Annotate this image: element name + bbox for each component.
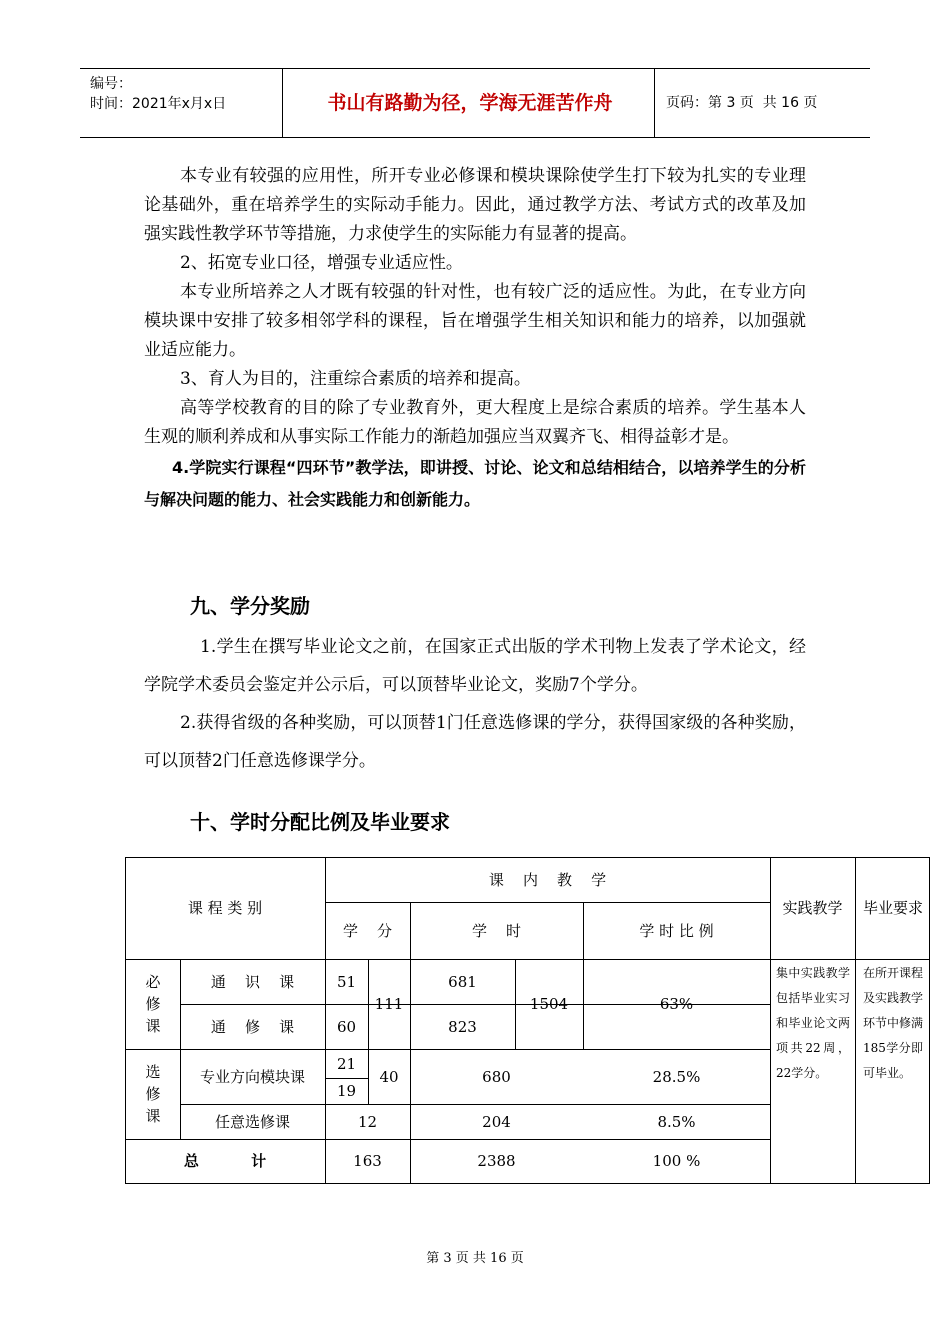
- course-type-header: 课 程 类 别: [187, 899, 263, 917]
- ratio-header: 学 时 比 例: [639, 921, 714, 940]
- row-any-elective-ratio: 8.5%: [657, 1112, 696, 1131]
- row-any-elective-name: 任意选修课: [214, 1112, 290, 1131]
- body-paragraphs: [144, 162, 806, 516]
- row-total-hours: 2388: [477, 1152, 516, 1170]
- row-module-ratio: 28.5%: [652, 1067, 701, 1086]
- row-general-name: 通 识 课: [210, 972, 295, 991]
- row-module-credit-total: 40: [379, 1067, 399, 1086]
- section-9-title: 九、学分奖励: [190, 594, 310, 618]
- row-module-name: 专业方向模块课: [199, 1067, 305, 1086]
- practice-header: 实践教学: [782, 899, 843, 917]
- section-10-title: 十、学时分配比例及毕业要求: [190, 810, 450, 834]
- doc-number-label: 编号：: [90, 76, 132, 92]
- in-class-header: 课 内 教 学: [488, 870, 607, 889]
- paragraph-point-3: 3、育人为目的，注重综合素质的培养和提高。: [180, 369, 531, 389]
- row-module-credit-a: 21: [336, 1054, 357, 1073]
- required-ratio: 63%: [659, 995, 694, 1013]
- graduation-header: 毕业要求: [863, 899, 924, 917]
- row-total-credit: 163: [353, 1152, 382, 1170]
- credit-header: 学 分: [342, 921, 393, 940]
- paragraph-point-2: 2、拓宽专业口径，增强专业适应性。: [180, 253, 463, 273]
- reward-item-1: 1.学生在撰写毕业论文之前，在国家正式出版的学术刊物上发表了学术论文，经学院学术委员会鉴定并公示后，可以顶替毕业论文，奖励7个学分。: [144, 637, 806, 695]
- paragraph-quality: 高等学校教育的目的除了专业教育外，更大程度上是综合素质的培养。学生基本人生观的顺利养成和从事实际工作能力的渐趋加强应当双翼齐飞、相得益彰才是。: [144, 398, 806, 447]
- row-general-req-name: 通 修 课: [210, 1017, 295, 1036]
- row-general-hours: 681: [448, 972, 477, 991]
- page-header: [80, 68, 870, 138]
- row-total-ratio: 100 %: [652, 1152, 701, 1170]
- row-any-elective-credit: 12: [357, 1112, 378, 1131]
- required-hours-total: 1504: [529, 995, 569, 1013]
- paragraph-adaptability: 本专业所培养之人才既有较强的针对性，也有较广泛的适应性。为此，在专业方向模块课中安排了较多相邻学科的课程，旨在增强学生相关知识和能力的培养，以加强就业适应能力。: [144, 282, 806, 360]
- elective-group-label: 选修课: [145, 1063, 161, 1125]
- header-motto: 书山有路勤为径，学海无涯苦作舟: [327, 92, 613, 114]
- header-page-info: 页码：第 3 页 共 16 页: [666, 95, 818, 111]
- paragraph-applicability: 本专业有较强的应用性，所开专业必修课和模块课除使学生打下较为扎实的专业理论基础外，重在培养学生的实际动手能力。因此，通过教学方法、考试方式的改革及加强实践性教学环节等措施，力求使学生的实际能力有显著的提高。: [144, 166, 806, 244]
- row-general-req-credit: 60: [336, 1017, 357, 1036]
- row-total-name: 总 计: [183, 1152, 267, 1170]
- row-any-elective-hours: 204: [482, 1112, 511, 1131]
- section-9-body: [144, 628, 806, 780]
- required-group-label: 必修课: [145, 973, 161, 1035]
- hours-allocation-table: [125, 857, 930, 1184]
- practice-note: 集中实践教学包括毕业实习和毕业论文两项共22周，22学分。: [776, 966, 850, 1080]
- row-general-req-hours: 823: [448, 1017, 477, 1036]
- row-module-hours: 680: [482, 1067, 511, 1086]
- row-general-credit: 51: [336, 972, 357, 991]
- doc-time-label: 时间：2021年x月x日: [90, 96, 227, 112]
- reward-item-2: 2.获得省级的各种奖励，可以顶替1门任意选修课的学分，获得国家级的各种奖励，可以顶替2门任意选修课学分。: [144, 713, 806, 771]
- required-credit-total: 111: [374, 995, 404, 1013]
- paragraph-point-4: 4.学院实行课程“四环节”教学法，即讲授、讨论、论文和总结相结合，以培养学生的分析与解决问题的能力、社会实践能力和创新能力。: [144, 458, 806, 509]
- row-module-credit-b: 19: [336, 1082, 357, 1100]
- graduation-note: 在所开课程及实践教学环节中修满185学分即可毕业。: [863, 966, 924, 1080]
- hours-header: 学 时: [471, 921, 522, 940]
- page-footer: 第 3 页 共 16 页: [426, 1251, 524, 1266]
